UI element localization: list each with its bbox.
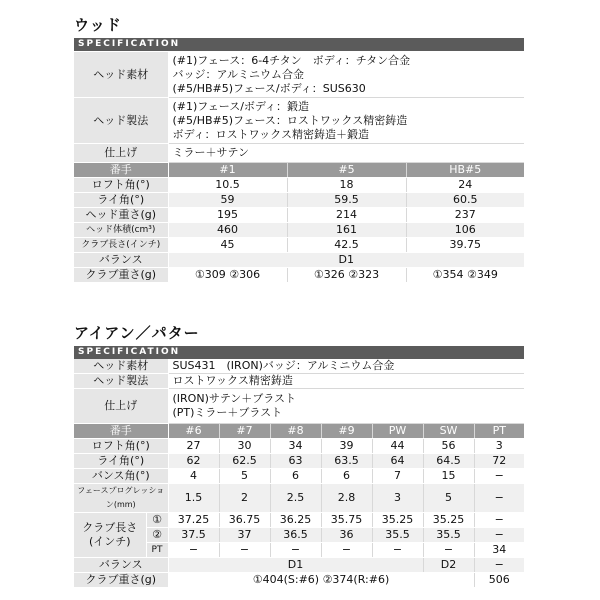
iron-row-head-method [74, 374, 524, 389]
iron-row-finish [74, 389, 524, 424]
value-cell: 5 [423, 484, 474, 513]
value-cell: 2.5 [270, 484, 321, 513]
head-method-value: ロストワックス精密鋳造 [168, 374, 524, 389]
value-cell: 34 [270, 439, 321, 454]
row-label [74, 513, 146, 558]
value-cell: 10.5 [168, 178, 287, 193]
row-label: ヘッド体積(cm³) [74, 223, 168, 238]
text-line: バッジ：アルミニウム合金 [172, 67, 304, 81]
value-cell: 6 [321, 469, 372, 484]
value-cell: 34 [474, 543, 524, 558]
wood-row-club-weight [74, 268, 524, 283]
value-cell: 45 [168, 238, 287, 253]
value-cell: 39.75 [406, 238, 524, 253]
value-cell: 35.25 [372, 513, 423, 528]
iron-spec-bar: SPECIFICATION [74, 346, 524, 359]
value-cell: 161 [287, 223, 406, 238]
value-cell: 63.5 [321, 454, 372, 469]
club-weight-value: ①404(S:#6) ②374(R:#6) [168, 573, 474, 588]
value-cell: 44 [372, 439, 423, 454]
value-cell: 36 [321, 528, 372, 543]
number-cell: #7 [219, 424, 270, 439]
value-cell: 35.5 [372, 528, 423, 543]
value-cell: 60.5 [406, 193, 524, 208]
row-label: クラブ重さ(g) [74, 573, 168, 588]
iron-row [74, 439, 524, 454]
balance-value: D1 [168, 253, 524, 268]
row-label: ライ角(°) [74, 193, 168, 208]
wood-row-finish [74, 144, 524, 163]
value-cell: 2.8 [321, 484, 372, 513]
balance-value: D2 [423, 558, 474, 573]
number-cell: #8 [270, 424, 321, 439]
wood-row [74, 238, 524, 253]
club-weight-value: 506 [474, 573, 524, 588]
number-cell: PT [474, 424, 524, 439]
value-cell: 36.25 [270, 513, 321, 528]
value-cell: 30 [219, 439, 270, 454]
text-line: (IRON)サテン＋ブラスト [172, 392, 296, 405]
wood-row [74, 208, 524, 223]
row-label: ライ角(°) [74, 454, 168, 469]
row-label: バンス角(°) [74, 469, 168, 484]
row-label: ヘッド製法 [74, 98, 168, 144]
iron-row-head-material [74, 359, 524, 374]
value-cell: ①354 ②349 [406, 268, 524, 283]
balance-value: − [474, 558, 524, 573]
value-cell: 35.5 [423, 528, 474, 543]
row-label: 番手 [74, 424, 168, 439]
wood-row [74, 193, 524, 208]
wood-row-numbers [74, 163, 524, 178]
row-label: ロフト角(°) [74, 439, 168, 454]
value-cell: 1.5 [168, 484, 219, 513]
value-cell: 195 [168, 208, 287, 223]
value-cell: ①326 ②323 [287, 268, 406, 283]
value-cell: 3 [372, 484, 423, 513]
row-label: クラブ重さ(g) [74, 268, 168, 283]
length-label-line: (インチ) [88, 535, 131, 548]
text-line: (#1)フェース：6-4チタン ボディ：チタン合金 [172, 53, 411, 67]
iron-row [74, 469, 524, 484]
value-cell: − [474, 513, 524, 528]
value-cell: 27 [168, 439, 219, 454]
iron-title: アイアン／パター [74, 324, 200, 342]
head-material-value: SUS431 (IRON)バッジ：アルミニウム合金 [168, 359, 524, 374]
value-cell: − [270, 543, 321, 558]
value-cell: 214 [287, 208, 406, 223]
value-cell: 24 [406, 178, 524, 193]
value-cell: 35.25 [423, 513, 474, 528]
number-cell: PW [372, 424, 423, 439]
value-cell: − [474, 469, 524, 484]
value-cell: 37 [219, 528, 270, 543]
value-cell: ①309 ②306 [168, 268, 287, 283]
value-cell: − [219, 543, 270, 558]
value-cell: 42.5 [287, 238, 406, 253]
value-cell: 18 [287, 178, 406, 193]
wood-row [74, 223, 524, 238]
text-line: (#1)フェース/ボディ：鍛造 [172, 99, 310, 113]
value-cell: 64.5 [423, 454, 474, 469]
number-cell: SW [423, 424, 474, 439]
number-cell: #1 [168, 163, 287, 178]
row-label: ヘッド素材 [74, 52, 168, 98]
iron-row-numbers [74, 424, 524, 439]
length-mark: ① [146, 513, 168, 528]
text-line: (PT)ミラー＋ブラスト [172, 406, 283, 419]
value-cell: 62.5 [219, 454, 270, 469]
row-label: バランス [74, 253, 168, 268]
value-cell: 63 [270, 454, 321, 469]
value-cell: − [321, 543, 372, 558]
value-cell: − [423, 543, 474, 558]
wood-row-head-method [74, 98, 524, 144]
value-cell: 37.25 [168, 513, 219, 528]
value-cell: 59 [168, 193, 287, 208]
value-cell: 72 [474, 454, 524, 469]
value-cell: 2 [219, 484, 270, 513]
length-label-line: クラブ長さ [82, 521, 138, 534]
value-cell: 37.5 [168, 528, 219, 543]
value-cell: − [168, 543, 219, 558]
iron-row [74, 484, 524, 513]
row-label: ヘッド製法 [74, 374, 168, 389]
iron-row [74, 454, 524, 469]
row-label: 番手 [74, 163, 168, 178]
value-cell: − [474, 528, 524, 543]
value-cell: 59.5 [287, 193, 406, 208]
wood-row [74, 178, 524, 193]
value-cell: 460 [168, 223, 287, 238]
value-cell: 15 [423, 469, 474, 484]
row-label: ロフト角(°) [74, 178, 168, 193]
value-cell: 64 [372, 454, 423, 469]
finish-value: ミラー＋サテン [168, 144, 524, 163]
iron-row-balance [74, 558, 524, 573]
value-cell: 106 [406, 223, 524, 238]
row-label: フェースプログレッション(mm) [74, 484, 168, 513]
row-label: バランス [74, 558, 168, 573]
wood-title: ウッド [74, 16, 122, 34]
value-cell: 3 [474, 439, 524, 454]
iron-spec-table [74, 359, 524, 588]
row-label: 仕上げ [74, 144, 168, 163]
value-cell: 6 [270, 469, 321, 484]
text-line: (#5/HB#5)フェース：ロストワックス精密鋳造 [172, 113, 408, 127]
value-cell: − [474, 484, 524, 513]
length-mark: PT [146, 543, 168, 558]
value-cell: 36.75 [219, 513, 270, 528]
row-label: クラブ長さ(インチ) [74, 238, 168, 253]
number-cell: #6 [168, 424, 219, 439]
number-cell: HB#5 [406, 163, 524, 178]
iron-row-club-weight [74, 573, 524, 588]
value-cell: 5 [219, 469, 270, 484]
wood-row-head-material [74, 52, 524, 98]
value-cell: 7 [372, 469, 423, 484]
wood-row-balance [74, 253, 524, 268]
length-mark: ② [146, 528, 168, 543]
value-cell: − [372, 543, 423, 558]
row-label: 仕上げ [74, 389, 168, 424]
value-cell: 39 [321, 439, 372, 454]
wood-spec-bar: SPECIFICATION [74, 38, 524, 51]
balance-value: D1 [168, 558, 423, 573]
value-cell: 62 [168, 454, 219, 469]
value-cell: 4 [168, 469, 219, 484]
number-cell: #5 [287, 163, 406, 178]
row-label: ヘッド素材 [74, 359, 168, 374]
iron-row-length [74, 513, 524, 528]
value-cell: 36.5 [270, 528, 321, 543]
number-cell: #9 [321, 424, 372, 439]
row-label: ヘッド重さ(g) [74, 208, 168, 223]
text-line: (#5/HB#5)フェース/ボディ：SUS630 [172, 81, 366, 95]
value-cell: 237 [406, 208, 524, 223]
text-line: ボディ：ロストワックス精密鋳造＋鍛造 [172, 127, 369, 141]
value-cell: 35.75 [321, 513, 372, 528]
wood-spec-table [74, 52, 524, 283]
value-cell: 56 [423, 439, 474, 454]
